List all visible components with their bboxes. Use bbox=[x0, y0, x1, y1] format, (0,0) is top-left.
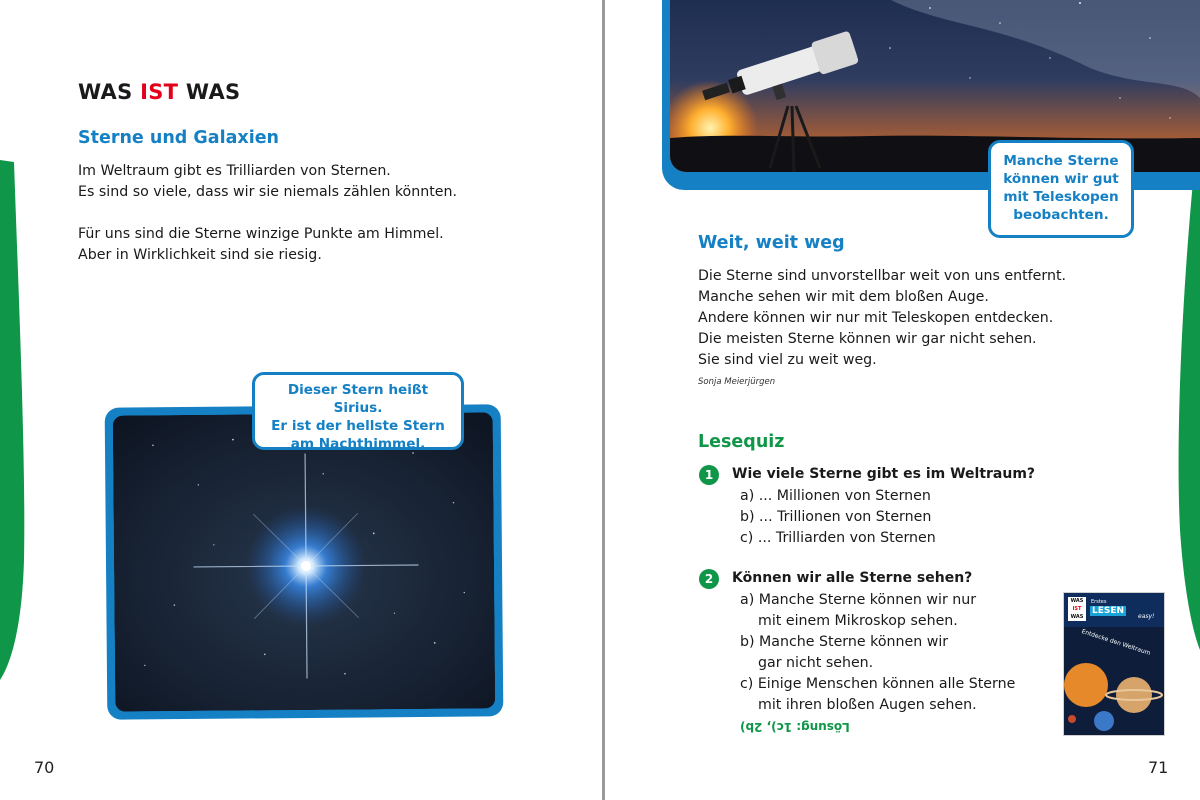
quiz-option: gar nicht sehen. bbox=[758, 655, 874, 671]
quiz-option: a) ... Millionen von Sternen bbox=[740, 488, 931, 504]
green-edge-decoration-right bbox=[1170, 150, 1200, 650]
cover-series-tag: easy! bbox=[1138, 613, 1155, 620]
author-credit: Sonja Meierjürgen bbox=[698, 377, 776, 387]
quiz-heading: Lesequiz bbox=[698, 432, 785, 452]
sirius-photo bbox=[113, 412, 496, 711]
section-heading-far: Weit, weit weg bbox=[698, 233, 845, 253]
section-heading: Sterne und Galaxien bbox=[78, 128, 280, 148]
page-number-left: 70 bbox=[34, 758, 55, 777]
sirius-caption-bubble: Dieser Stern heißt Sirius. Er ist der hellste Stern am Nachthimmel. bbox=[252, 372, 464, 450]
quiz-option: a) Manche Sterne können wir nur bbox=[740, 592, 977, 608]
quiz-option: b) ... Trillionen von Sternen bbox=[740, 509, 932, 525]
page-number-right: 71 bbox=[1148, 758, 1169, 777]
quiz-option: c) ... Trilliarden von Sternen bbox=[740, 530, 936, 546]
quiz-option: b) Manche Sterne können wir bbox=[740, 634, 949, 650]
telescope-caption-bubble: Manche Sterne können wir gut mit Teleskopen beobachten. bbox=[988, 140, 1134, 238]
detail-paragraph: Für uns sind die Sterne winzige Punkte am Himmel. Aber in Wirklichkeit sind sie riesig. bbox=[78, 226, 444, 263]
quiz-options-1 bbox=[740, 486, 936, 549]
book-spine bbox=[602, 0, 605, 800]
quiz-option: c) Einige Menschen können alle Sterne bbox=[740, 676, 1016, 692]
green-edge-decoration bbox=[0, 160, 30, 680]
cover-series-small: Erstes bbox=[1091, 599, 1107, 605]
quiz-solution-upside-down: Lösung: 1c), 2b) bbox=[740, 720, 850, 734]
brand-logo: WAS IST WAS bbox=[78, 80, 241, 104]
cover-planets-illustration bbox=[1064, 655, 1164, 735]
quiz-number-1: 1 bbox=[699, 465, 719, 485]
quiz-option: mit ihren bloßen Augen sehen. bbox=[758, 697, 977, 713]
far-paragraph: Die Sterne sind unvorstellbar weit von uns entfernt. Manche sehen wir mit dem bloßen Auge. Andere können wir nur mit Teleskopen entdecken. Die meisten Sterne können wir gar nicht sehen. Sie sind viel zu weit weg. bbox=[698, 268, 1067, 368]
cover-series: LESEN bbox=[1092, 606, 1125, 616]
intro-paragraph: Im Weltraum gibt es Trilliarden von Sternen. Es sind so viele, dass wir sie niemals zählen könnten. bbox=[78, 163, 457, 200]
book-cover-thumbnail bbox=[1063, 592, 1165, 736]
quiz-question-2: Können wir alle Sterne sehen? bbox=[732, 570, 973, 586]
quiz-option: mit einem Mikroskop sehen. bbox=[758, 613, 958, 629]
cover-brand-logo: WAS IST WAS bbox=[1068, 597, 1086, 621]
quiz-options-2 bbox=[740, 590, 1015, 716]
quiz-question-1: Wie viele Sterne gibt es im Weltraum? bbox=[732, 466, 1036, 482]
cover-title: Entdecke den Weltraum bbox=[1080, 628, 1152, 657]
quiz-number-2: 2 bbox=[699, 569, 719, 589]
